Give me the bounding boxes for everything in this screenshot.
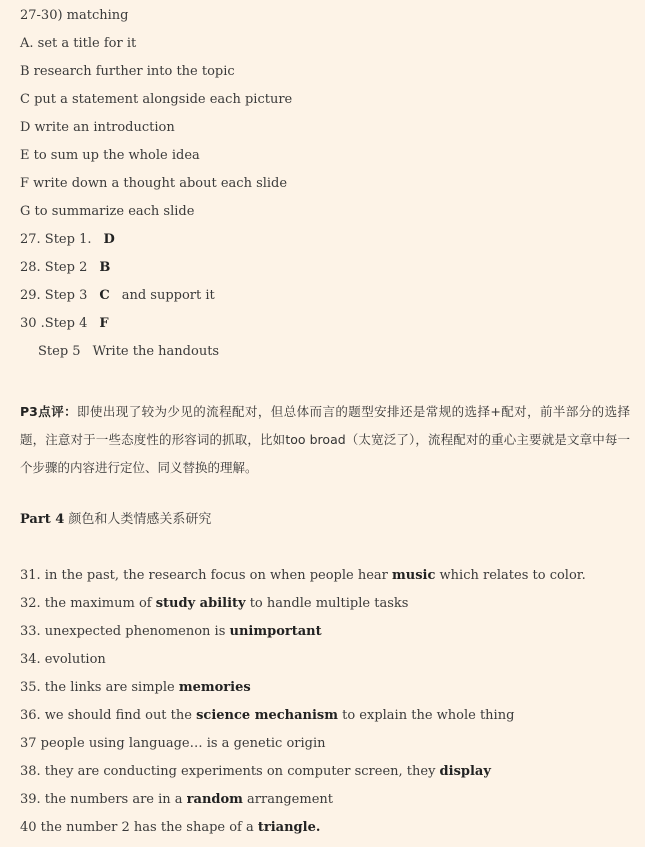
answer-text: 37 people using language… is a genetic origin [20, 736, 326, 751]
step-answer: B [99, 260, 111, 275]
step-row [20, 315, 109, 333]
answer-text: 34. evolution [20, 652, 106, 667]
part4-title: 颜色和人类情感关系研究 [68, 512, 212, 527]
answer-row [20, 791, 333, 809]
answer-row [20, 735, 326, 753]
step-row [20, 259, 110, 277]
option-a: A. set a title for it [20, 36, 137, 51]
step-label: Step 5 [38, 344, 81, 359]
answer-keyword: display [439, 764, 491, 779]
answer-text: 36. we should find out the [20, 708, 197, 723]
answer-row [20, 707, 514, 725]
step-row [20, 287, 215, 305]
answer-keyword: study ability [155, 596, 246, 611]
p3-comment-text: 即使出现了较为少见的流程配对，但总体而言的题型安排还是常规的选择+配对，前半部分的选择题，注意对于一些态度性的形容词的抓取，比如too broad（太宽泛了），流程配对的重心主要就是文章中每一个步骤的内容进行定位、同义替换的理解。 [20, 404, 630, 475]
answer-text: 31. in the past, the research focus on when people hear [20, 568, 393, 583]
answer-keyword: random [186, 792, 243, 807]
answer-row [20, 595, 408, 613]
step-label: 27. Step 1. [20, 232, 92, 247]
answer-text: 39. the numbers are in a [20, 792, 187, 807]
answer-text: 33. unexpected phenomenon is [20, 624, 230, 639]
answer-row [20, 679, 251, 697]
answer-row [20, 623, 322, 641]
step-row [20, 231, 115, 249]
answer-keyword: science mechanism [196, 708, 338, 723]
answer-text: to handle multiple tasks [245, 596, 409, 611]
step-row [38, 343, 219, 361]
answer-row [20, 651, 106, 669]
part4-heading [20, 511, 211, 529]
option-f: F write down a thought about each slide [20, 176, 288, 191]
p3-comment-label: P3点评： [20, 404, 78, 419]
p3-comment [20, 398, 630, 482]
answer-text: 35. the links are simple [20, 680, 179, 695]
step-answer: C [99, 288, 110, 303]
answer-text: 32. the maximum of [20, 596, 156, 611]
answer-text: arrangement [242, 792, 333, 807]
matching-header: 27-30) matching [20, 8, 129, 23]
answer-text: which relates to color. [435, 568, 586, 583]
step-label: 30 .Step 4 [20, 316, 88, 331]
answer-keyword: triangle. [257, 820, 321, 835]
step-answer: D [103, 232, 115, 247]
answer-text: to explain the whole thing [337, 708, 515, 723]
answer-text: 40 the number 2 has the shape of a [20, 820, 258, 835]
step-note: and support it [121, 288, 215, 303]
option-c: C put a statement alongside each picture [20, 92, 293, 107]
answer-keyword: memories [178, 680, 251, 695]
answer-row [20, 819, 320, 837]
answer-text: 38. they are conducting experiments on computer screen, they [20, 764, 440, 779]
answer-row [20, 763, 491, 781]
step-text: Write the handouts [92, 344, 220, 359]
answer-keyword: unimportant [229, 624, 322, 639]
step-answer: F [99, 316, 109, 331]
option-e: E to sum up the whole idea [20, 148, 200, 163]
option-d: D write an introduction [20, 120, 175, 135]
part4-label: Part 4 [20, 512, 65, 527]
step-label: 29. Step 3 [20, 288, 88, 303]
option-b: B research further into the topic [20, 64, 235, 79]
option-g: G to summarize each slide [20, 204, 195, 219]
step-label: 28. Step 2 [20, 260, 88, 275]
answer-row [20, 567, 586, 585]
answer-keyword: music [392, 568, 436, 583]
